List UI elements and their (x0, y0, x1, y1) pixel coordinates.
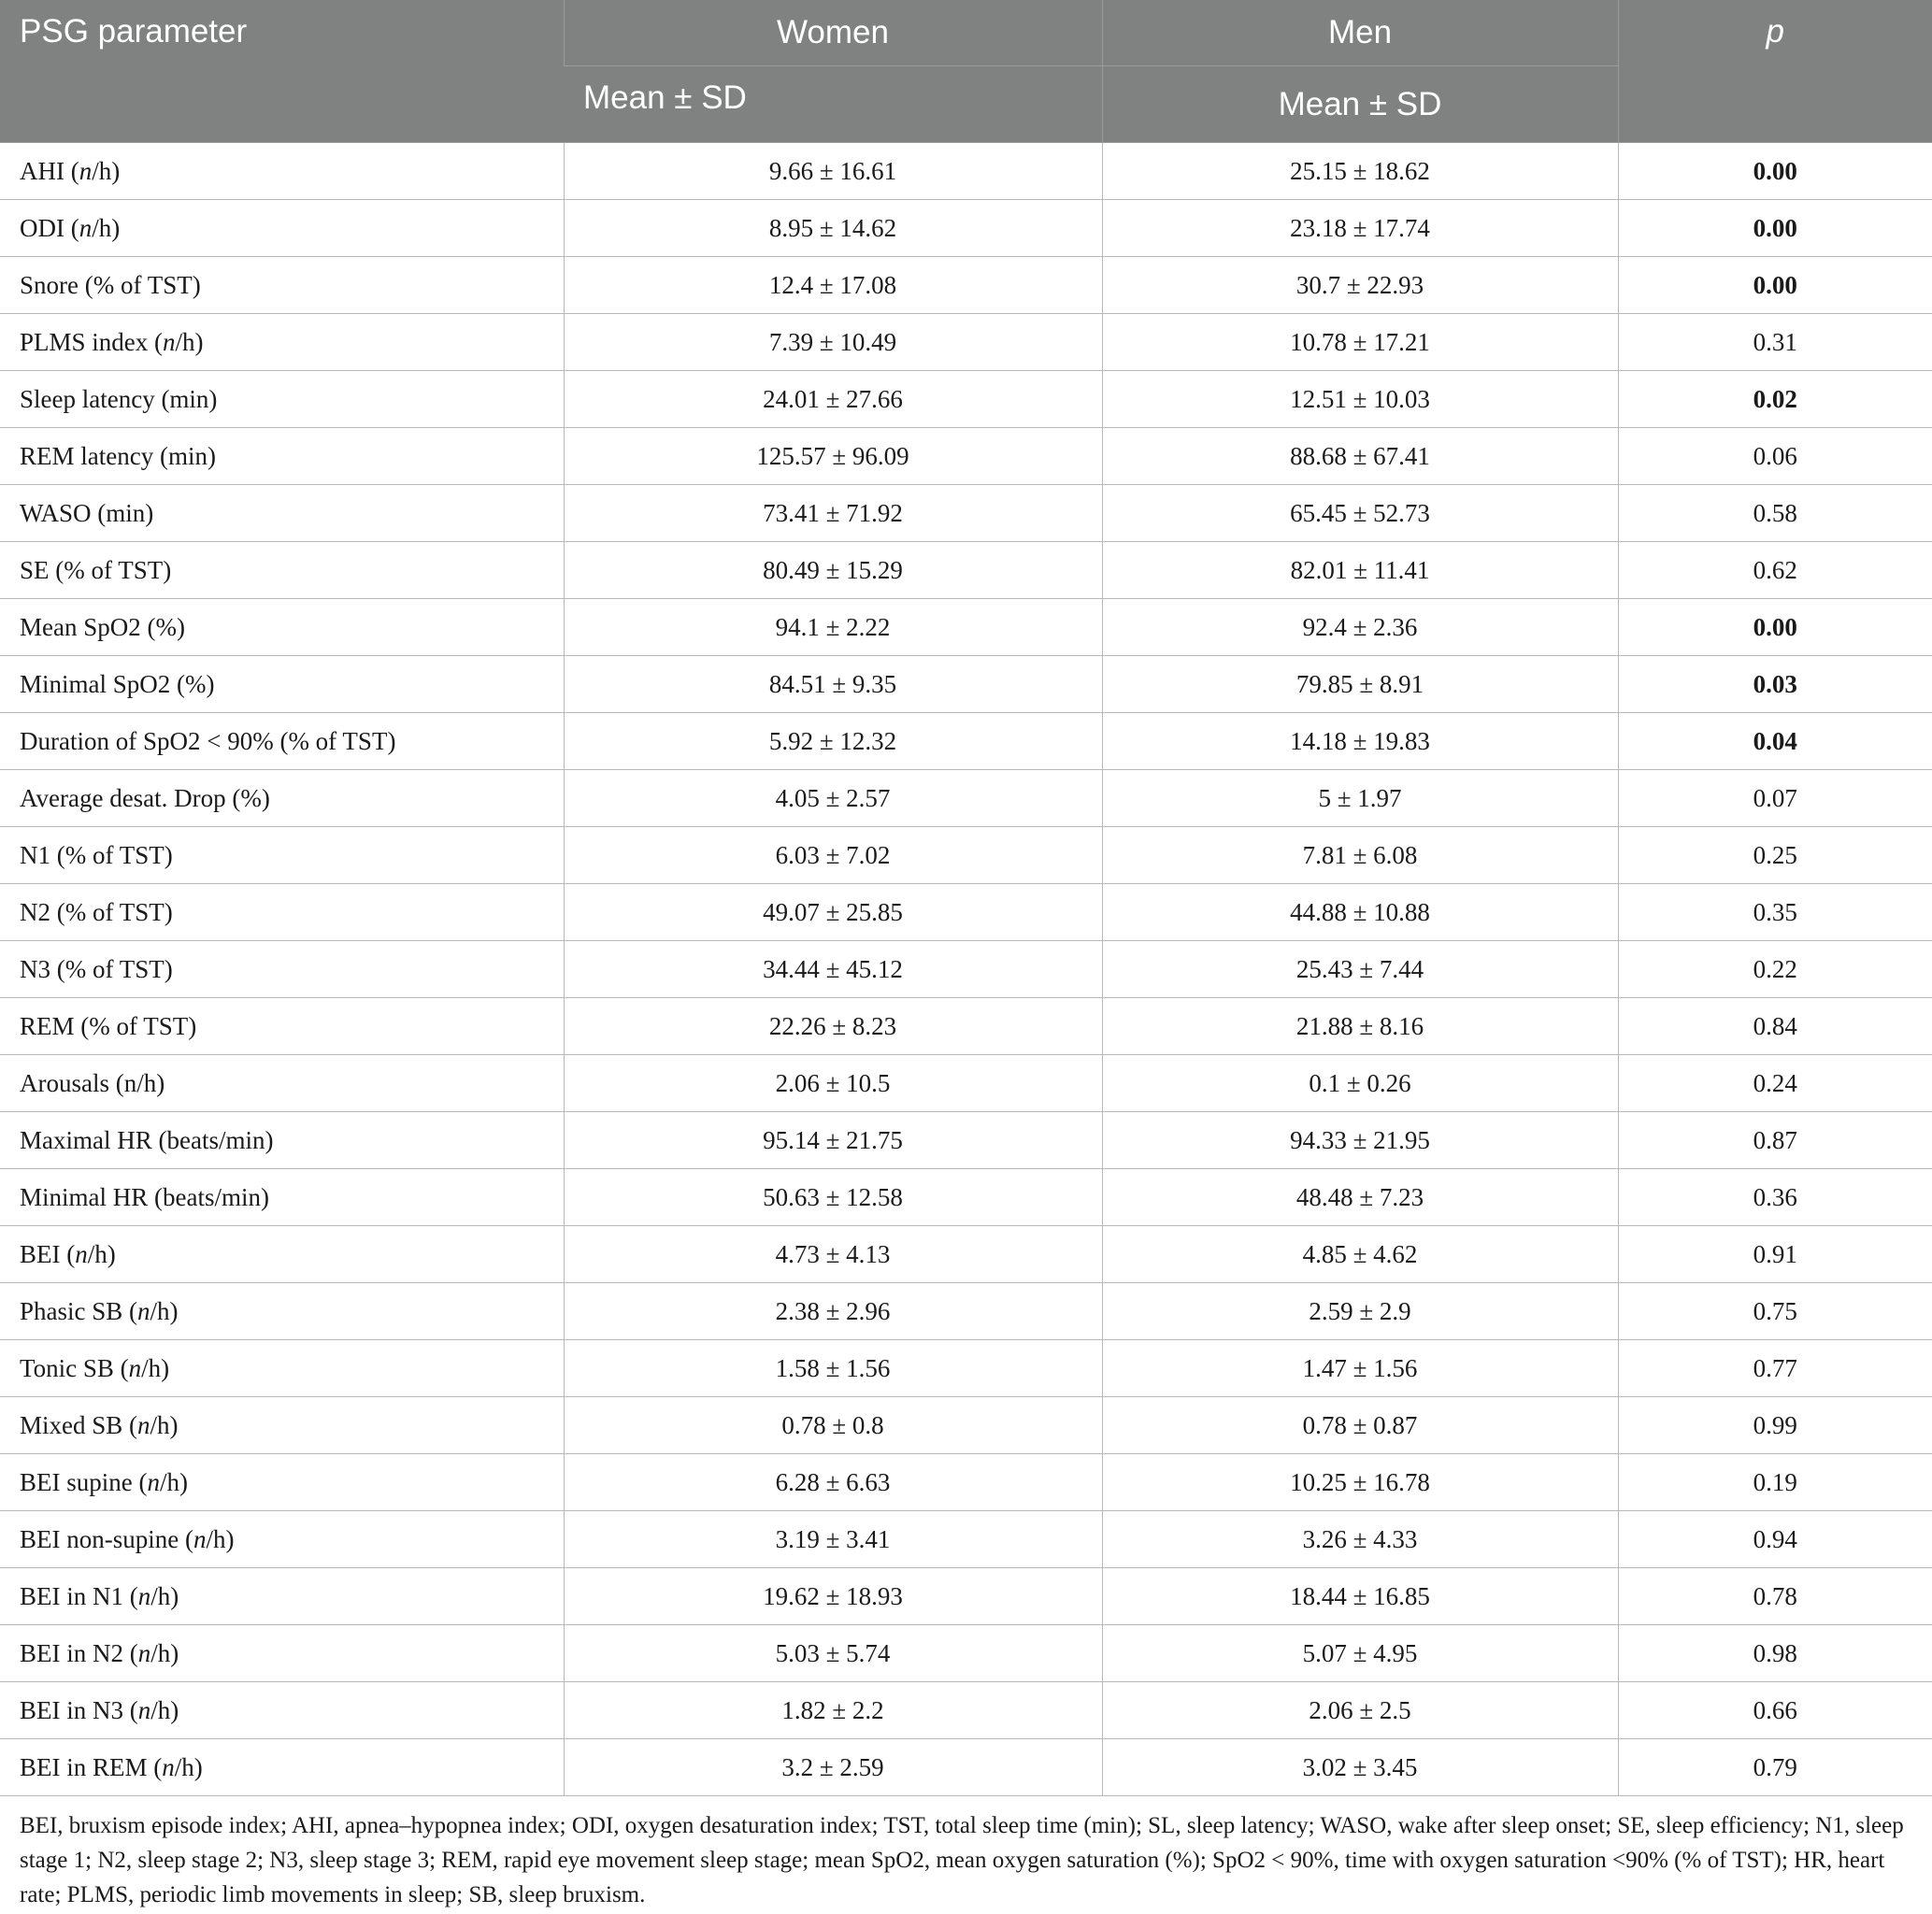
param-label: REM (% of TST) (20, 1011, 197, 1040)
women-value: 80.49 ± 15.29 (564, 542, 1102, 599)
men-value: 5.07 ± 4.95 (1102, 1625, 1618, 1682)
table-row (0, 941, 1932, 998)
param-cell (0, 1682, 564, 1739)
param-cell (0, 371, 564, 428)
women-value: 4.05 ± 2.57 (564, 770, 1102, 827)
param-cell (0, 770, 564, 827)
table-row (0, 200, 1932, 257)
param-unit: n (163, 327, 176, 356)
param-unit: n (162, 1752, 175, 1781)
table-row (0, 542, 1932, 599)
param-label: Snore (% of TST) (20, 270, 201, 299)
param-label: Minimal HR (beats/min) (20, 1182, 269, 1211)
param-unit-tail: /h) (150, 1296, 179, 1325)
women-value: 3.2 ± 2.59 (564, 1739, 1102, 1796)
header-p: p (1618, 0, 1932, 143)
p-value: 0.00 (1618, 599, 1932, 656)
women-value: 49.07 ± 25.85 (564, 884, 1102, 941)
women-value: 12.4 ± 17.08 (564, 257, 1102, 314)
table-row (0, 428, 1932, 485)
women-value: 84.51 ± 9.35 (564, 656, 1102, 713)
param-cell (0, 1568, 564, 1625)
table-row (0, 1739, 1932, 1796)
table-row (0, 656, 1932, 713)
header-men-sub: Mean ± SD (1102, 66, 1618, 143)
women-value: 24.01 ± 27.66 (564, 371, 1102, 428)
param-cell (0, 1169, 564, 1226)
param-label: ODI ( (20, 213, 79, 242)
men-value: 25.15 ± 18.62 (1102, 143, 1618, 200)
p-value: 0.00 (1618, 143, 1932, 200)
param-unit: n (137, 1296, 150, 1325)
women-value: 50.63 ± 12.58 (564, 1169, 1102, 1226)
param-unit-tail: /h) (150, 1581, 179, 1610)
param-unit-tail: /h) (206, 1524, 235, 1553)
women-value: 4.73 ± 4.13 (564, 1226, 1102, 1283)
table-row (0, 1511, 1932, 1568)
women-value: 5.03 ± 5.74 (564, 1625, 1102, 1682)
table-row (0, 599, 1932, 656)
table-row (0, 770, 1932, 827)
table-row (0, 1169, 1932, 1226)
param-label: Phasic SB ( (20, 1296, 138, 1325)
param-cell (0, 1454, 564, 1511)
param-unit: n (193, 1524, 207, 1553)
p-value: 0.87 (1618, 1112, 1932, 1169)
p-value: 0.79 (1618, 1739, 1932, 1796)
param-unit: n (137, 1410, 150, 1439)
param-label: Duration of SpO2 < 90% (% of TST) (20, 726, 396, 755)
header-women: Women (564, 0, 1102, 66)
param-unit-tail: /h) (150, 1638, 179, 1667)
param-label: N3 (% of TST) (20, 954, 173, 983)
p-value: 0.62 (1618, 542, 1932, 599)
table-row (0, 1226, 1932, 1283)
param-cell (0, 1226, 564, 1283)
men-value: 2.59 ± 2.9 (1102, 1283, 1618, 1340)
men-value: 2.06 ± 2.5 (1102, 1682, 1618, 1739)
param-label: N1 (% of TST) (20, 840, 173, 869)
table-header (0, 0, 1932, 143)
p-value: 0.75 (1618, 1283, 1932, 1340)
p-value: 0.25 (1618, 827, 1932, 884)
header-param: PSG parameter (0, 0, 564, 143)
param-unit-tail: /h) (150, 1410, 179, 1439)
men-value: 30.7 ± 22.93 (1102, 257, 1618, 314)
param-label: REM latency (min) (20, 441, 216, 470)
param-cell (0, 1397, 564, 1454)
p-value: 0.94 (1618, 1511, 1932, 1568)
p-value: 0.99 (1618, 1397, 1932, 1454)
param-unit-tail: /h) (92, 213, 121, 242)
param-unit-tail: /h) (175, 327, 204, 356)
men-value: 65.45 ± 52.73 (1102, 485, 1618, 542)
param-cell (0, 1625, 564, 1682)
param-label: Maximal HR (beats/min) (20, 1125, 274, 1154)
param-unit: n (128, 1353, 142, 1382)
table-row (0, 371, 1932, 428)
p-value: 0.31 (1618, 314, 1932, 371)
p-value: 0.77 (1618, 1340, 1932, 1397)
table-row (0, 1397, 1932, 1454)
param-cell (0, 257, 564, 314)
table-body (0, 143, 1932, 1796)
men-value: 0.78 ± 0.87 (1102, 1397, 1618, 1454)
men-value: 79.85 ± 8.91 (1102, 656, 1618, 713)
param-unit-tail: /h) (141, 1353, 170, 1382)
param-cell (0, 1511, 564, 1568)
men-value: 44.88 ± 10.88 (1102, 884, 1618, 941)
men-value: 10.25 ± 16.78 (1102, 1454, 1618, 1511)
p-value: 0.35 (1618, 884, 1932, 941)
men-value: 92.4 ± 2.36 (1102, 599, 1618, 656)
men-value: 3.26 ± 4.33 (1102, 1511, 1618, 1568)
param-label: Tonic SB ( (20, 1353, 129, 1382)
p-value: 0.78 (1618, 1568, 1932, 1625)
men-value: 1.47 ± 1.56 (1102, 1340, 1618, 1397)
table-row (0, 1682, 1932, 1739)
param-cell (0, 656, 564, 713)
param-unit: n (75, 1239, 88, 1268)
table-footnote: BEI, bruxism episode index; AHI, apnea–hypopnea index; ODI, oxygen desaturation index; TST, total sleep time (min); SL, sleep latency; WASO, wake after sleep onset; SE, sleep efficiency; N1, sleep stage 1; N2, sleep stage 2; N3, sleep stage 3; REM, rapid eye movement sleep stage; mean SpO2, mean oxygen saturation (%); SpO2 < 90%, time with oxygen saturation <90% (% of TST); HR, heart rate; PLMS, periodic limb movements in sleep; SB, sleep bruxism. (20, 1813, 1904, 1907)
p-value: 0.22 (1618, 941, 1932, 998)
param-cell (0, 827, 564, 884)
men-value: 88.68 ± 67.41 (1102, 428, 1618, 485)
param-unit-tail: /h) (159, 1467, 188, 1496)
women-value: 125.57 ± 96.09 (564, 428, 1102, 485)
p-value: 0.00 (1618, 200, 1932, 257)
param-label: Sleep latency (min) (20, 384, 218, 413)
table-row (0, 827, 1932, 884)
women-value: 19.62 ± 18.93 (564, 1568, 1102, 1625)
param-label: N2 (% of TST) (20, 897, 173, 926)
param-unit: n (147, 1467, 160, 1496)
table-row (0, 998, 1932, 1055)
men-value: 14.18 ± 19.83 (1102, 713, 1618, 770)
men-value: 94.33 ± 21.95 (1102, 1112, 1618, 1169)
param-cell (0, 314, 564, 371)
param-cell (0, 713, 564, 770)
women-value: 34.44 ± 45.12 (564, 941, 1102, 998)
p-value: 0.19 (1618, 1454, 1932, 1511)
param-label: PLMS index ( (20, 327, 164, 356)
param-cell (0, 884, 564, 941)
param-cell (0, 485, 564, 542)
param-unit: n (79, 156, 93, 185)
women-value: 7.39 ± 10.49 (564, 314, 1102, 371)
p-value: 0.58 (1618, 485, 1932, 542)
param-unit: n (79, 213, 93, 242)
women-value: 6.03 ± 7.02 (564, 827, 1102, 884)
p-value: 0.06 (1618, 428, 1932, 485)
param-label: Average desat. Drop (%) (20, 783, 270, 812)
table-row (0, 1340, 1932, 1397)
param-unit-tail: /h) (87, 1239, 116, 1268)
param-unit-tail: /h) (92, 156, 121, 185)
param-label: BEI supine ( (20, 1467, 148, 1496)
p-value: 0.98 (1618, 1625, 1932, 1682)
table-row (0, 257, 1932, 314)
table-row (0, 1454, 1932, 1511)
men-value: 4.85 ± 4.62 (1102, 1226, 1618, 1283)
table-row (0, 314, 1932, 371)
p-value: 0.24 (1618, 1055, 1932, 1112)
men-value: 7.81 ± 6.08 (1102, 827, 1618, 884)
param-label: BEI non-supine ( (20, 1524, 193, 1553)
param-cell (0, 1283, 564, 1340)
param-cell (0, 542, 564, 599)
table-row (0, 1055, 1932, 1112)
p-value: 0.36 (1618, 1169, 1932, 1226)
param-label: Arousals (n/h) (20, 1068, 165, 1097)
p-value: 0.04 (1618, 713, 1932, 770)
param-label: WASO (min) (20, 498, 154, 527)
param-cell (0, 1112, 564, 1169)
param-label: BEI in N3 ( (20, 1695, 138, 1724)
men-value: 10.78 ± 17.21 (1102, 314, 1618, 371)
param-cell (0, 1739, 564, 1796)
men-value: 0.1 ± 0.26 (1102, 1055, 1618, 1112)
women-value: 2.38 ± 2.96 (564, 1283, 1102, 1340)
param-label: AHI ( (20, 156, 79, 185)
men-value: 18.44 ± 16.85 (1102, 1568, 1618, 1625)
women-value: 9.66 ± 16.61 (564, 143, 1102, 200)
table-row (0, 713, 1932, 770)
param-label: SE (% of TST) (20, 555, 172, 584)
men-value: 12.51 ± 10.03 (1102, 371, 1618, 428)
param-label: BEI ( (20, 1239, 76, 1268)
param-cell (0, 1340, 564, 1397)
men-value: 5 ± 1.97 (1102, 770, 1618, 827)
women-value: 94.1 ± 2.22 (564, 599, 1102, 656)
p-value: 0.91 (1618, 1226, 1932, 1283)
women-value: 73.41 ± 71.92 (564, 485, 1102, 542)
param-unit-tail: /h) (150, 1695, 179, 1724)
param-cell (0, 998, 564, 1055)
param-cell (0, 428, 564, 485)
param-label: Minimal SpO2 (%) (20, 669, 215, 698)
men-value: 21.88 ± 8.16 (1102, 998, 1618, 1055)
param-label: BEI in N1 ( (20, 1581, 138, 1610)
table-row (0, 143, 1932, 200)
men-value: 48.48 ± 7.23 (1102, 1169, 1618, 1226)
table-row (0, 884, 1932, 941)
women-value: 8.95 ± 14.62 (564, 200, 1102, 257)
men-value: 82.01 ± 11.41 (1102, 542, 1618, 599)
table-row (0, 1283, 1932, 1340)
men-value: 25.43 ± 7.44 (1102, 941, 1618, 998)
p-value: 0.02 (1618, 371, 1932, 428)
header-women-sub: Mean ± SD (564, 66, 1102, 143)
param-unit: n (137, 1638, 151, 1667)
table-row (0, 485, 1932, 542)
women-value: 6.28 ± 6.63 (564, 1454, 1102, 1511)
men-value: 23.18 ± 17.74 (1102, 200, 1618, 257)
param-cell (0, 941, 564, 998)
header-men: Men (1102, 0, 1618, 66)
param-label: Mean SpO2 (%) (20, 612, 185, 641)
men-value: 3.02 ± 3.45 (1102, 1739, 1618, 1796)
table-row (0, 1568, 1932, 1625)
women-value: 3.19 ± 3.41 (564, 1511, 1102, 1568)
women-value: 1.58 ± 1.56 (564, 1340, 1102, 1397)
param-label: BEI in N2 ( (20, 1638, 138, 1667)
women-value: 1.82 ± 2.2 (564, 1682, 1102, 1739)
women-value: 0.78 ± 0.8 (564, 1397, 1102, 1454)
param-cell (0, 143, 564, 200)
women-value: 2.06 ± 10.5 (564, 1055, 1102, 1112)
param-cell (0, 599, 564, 656)
param-label: Mixed SB ( (20, 1410, 138, 1439)
param-unit: n (137, 1695, 151, 1724)
table-row (0, 1625, 1932, 1682)
table-row (0, 1112, 1932, 1169)
param-unit: n (137, 1581, 151, 1610)
p-value: 0.07 (1618, 770, 1932, 827)
param-cell (0, 200, 564, 257)
param-label: BEI in REM ( (20, 1752, 163, 1781)
women-value: 5.92 ± 12.32 (564, 713, 1102, 770)
women-value: 95.14 ± 21.75 (564, 1112, 1102, 1169)
param-cell (0, 1055, 564, 1112)
p-value: 0.00 (1618, 257, 1932, 314)
param-unit-tail: /h) (174, 1752, 203, 1781)
p-value: 0.03 (1618, 656, 1932, 713)
women-value: 22.26 ± 8.23 (564, 998, 1102, 1055)
p-value: 0.84 (1618, 998, 1932, 1055)
p-value: 0.66 (1618, 1682, 1932, 1739)
